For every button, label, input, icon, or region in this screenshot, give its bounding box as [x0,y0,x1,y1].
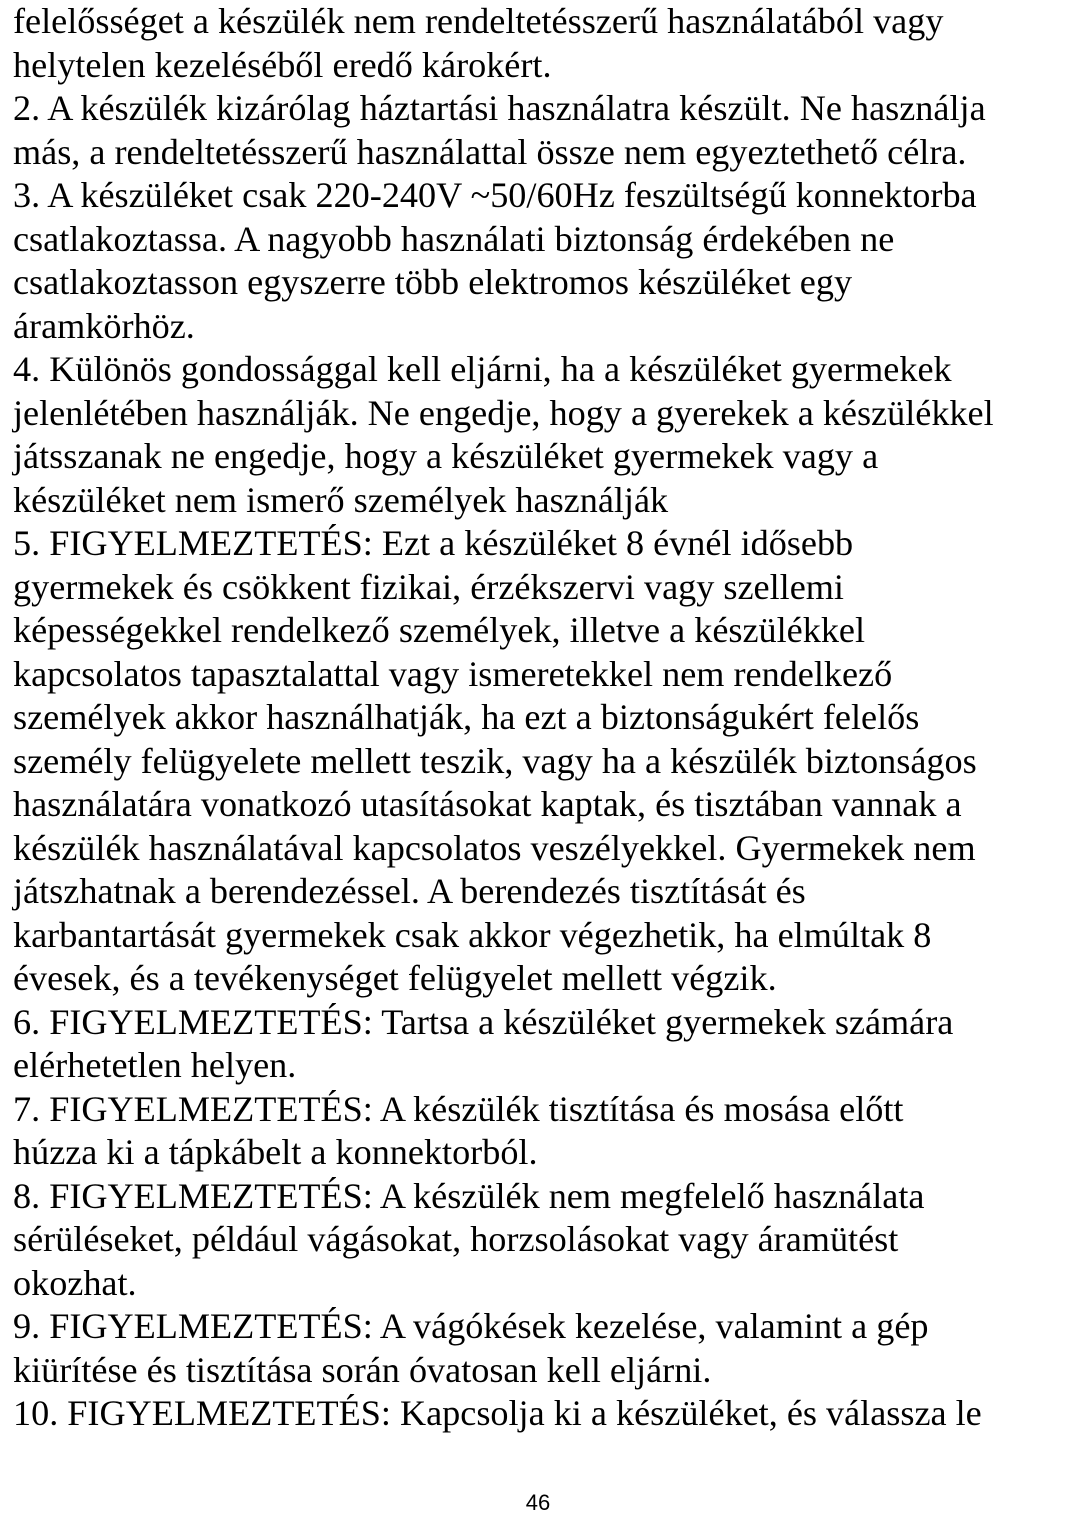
text-line: 6. FIGYELMEZTETÉS: Tartsa a készüléket gyermekek számára [13,1001,954,1042]
text-line: felelősséget a készülék nem rendeltetésszerű használatából vagy [13,1,944,41]
text-line: személy felügyelete mellett teszik, vagy ha a készülék biztonságos [13,740,977,781]
text-line: játszhatnak a berendezéssel. A berendezés tisztítását és [13,871,806,911]
document-body [13,0,1071,1436]
text-line: gyermekek és csökkent fizikai, érzékszervi vagy szellemi [13,566,844,607]
text-line: személyek akkor használhatják, ha ezt a biztonságukért felelős [13,697,920,737]
text-line: 4. Különös gondossággal kell eljárni, ha a készüléket gyermekek [13,349,952,389]
text-line: játsszanak ne engedje, hogy a készüléket gyermekek vagy a [13,436,879,476]
text-line: kapcsolatos tapasztalattal vagy ismeretekkel nem rendelkező [13,653,893,694]
text-line: jelenlétében használják. Ne engedje, hogy a gyerekek a készülékkel [13,392,994,433]
text-line: 2. A készülék kizárólag háztartási használatra készült. Ne használja [13,88,986,128]
text-line: csatlakoztassa. A nagyobb használati biztonság érdekében ne [13,218,895,259]
text-line: más, a rendeltetésszerű használattal össze nem egyeztethető célra. [13,131,967,172]
text-line: 7. FIGYELMEZTETÉS: A készülék tisztítása és mosása előtt [13,1088,904,1129]
text-line: sérüléseket, például vágásokat, horzsolásokat vagy áramütést [13,1219,899,1259]
text-line: 9. FIGYELMEZTETÉS: A vágókések kezelése, valamint a gép [13,1306,929,1346]
text-line: képességekkel rendelkező személyek, illetve a készülékkel [13,610,866,650]
text-line: 10. FIGYELMEZTETÉS: Kapcsolja ki a készüléket, és válassza le [13,1393,982,1433]
text-line: 5. FIGYELMEZTETÉS: Ezt a készüléket 8 évnél idősebb [13,523,854,563]
text-line: csatlakoztasson egyszerre több elektromos készüléket egy [13,262,853,302]
text-line: elérhetetlen helyen. [13,1045,297,1085]
text-line: 8. FIGYELMEZTETÉS: A készülék nem megfelelő használata [13,1175,925,1216]
text-line: 3. A készüléket csak 220-240V ~50/60Hz feszültségű konnektorba [13,175,977,215]
page-number: 46 [525,1490,551,1515]
text-line: használatára vonatkozó utasításokat kaptak, és tisztában vannak a [13,784,962,824]
text-line: helytelen kezeléséből eredő károkért. [13,44,552,85]
text-line: készüléket nem ismerő személyek használják [13,479,669,520]
text-line: áramkörhöz. [13,305,195,346]
text-line: húzza ki a tápkábelt a konnektorból. [13,1132,538,1172]
text-line: készülék használatával kapcsolatos veszélyekkel. Gyermekek nem [13,827,976,868]
text-line: okozhat. [13,1262,137,1303]
text-line: évesek, és a tevékenységet felügyelet mellett végzik. [13,958,777,998]
text-line: karbantartását gyermekek csak akkor végezhetik, ha elmúltak 8 [13,914,932,955]
text-line: kiürítése és tisztítása során óvatosan kell eljárni. [13,1349,712,1390]
